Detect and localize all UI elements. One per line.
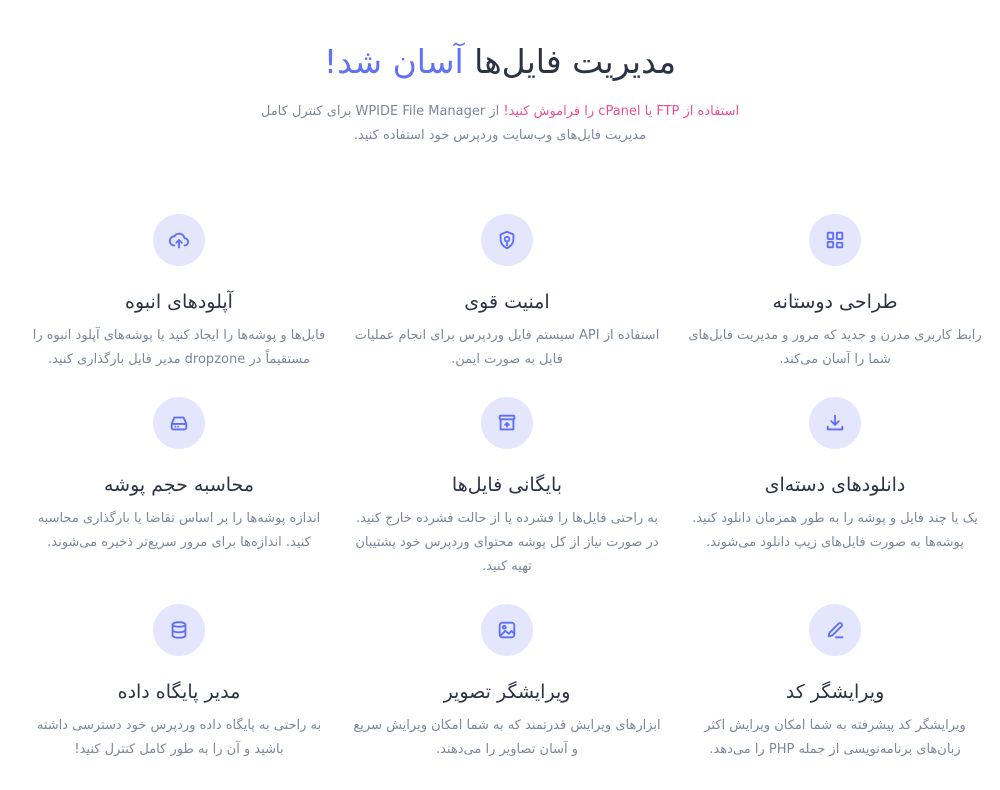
feature-description: رابط کاربری مدرن و جدید که مرور و مدیریت فایل‌های شما را آسان می‌کند. [688,328,982,367]
page-subtitle [260,100,740,148]
feature-title: امنیت قوی [464,291,550,313]
feature-strong-security [352,214,662,372]
title-main: مدیریت فایل‌ها [463,42,677,81]
title-accent: آسان شد! [323,42,464,81]
database-icon [153,604,205,656]
feature-code-editor [680,604,990,762]
feature-description: ویرایشگر کد پیشرفته به شما امکان ویرایش اکثر زبان‌های برنامه‌نویسی از جمله PHP را می‌دهد. [704,718,966,757]
page-title [0,38,1000,86]
download-icon [809,397,861,449]
feature-title: محاسبه حجم پوشه [103,474,254,496]
feature-title: مدیر پایگاه داده [117,681,241,703]
feature-image-editor [352,604,662,762]
feature-batch-downloads [680,397,990,555]
feature-title: دانلودهای دسته‌ای [764,474,906,496]
cloud-upload-icon [153,214,205,266]
image-icon [481,604,533,656]
feature-title: طراحی دوستانه [772,291,898,313]
feature-description: به راحتی به پایگاه داده وردپرس خود دسترسی داشته باشید و آن را به طور کامل کنترل کنید! [36,718,322,757]
feature-database-manager [24,604,334,762]
hero-section [0,38,1000,148]
grid-icon [809,214,861,266]
feature-description: استفاده از API سیستم فایل وردپرس برای انجام عملیات فایل به صورت ایمن. [354,328,660,367]
feature-title: ویرایشگر تصویر [443,681,571,703]
subtitle-text: از WPIDE File Manager برای کنترل کامل مدیریت فایل‌های وب‌سایت وردپرس خود استفاده کنید. [260,104,647,143]
feature-file-archive [352,397,662,579]
feature-description: یک یا چند فایل و پوشه را به طور همزمان دانلود کنید. پوشه‌ها به صورت فایل‌های زیپ دانلود می‌شوند. [692,511,978,550]
archive-icon [481,397,533,449]
feature-folder-size [24,397,334,555]
feature-title: آپلودهای انبوه [125,291,233,313]
feature-description: به راحتی فایل‌ها را فشرده یا از حالت فشرده خارج کنید. در صورت نیاز از کل پوشه محتوای وردپرس خود پشتیبان تهیه کنید. [355,511,659,574]
feature-description: ابزارهای ویرایش قدرتمند که به شما امکان ویرایش سریع و آسان تصاویر را می‌دهند. [353,718,661,757]
pencil-icon [809,604,861,656]
feature-description: فایل‌ها و پوشه‌ها را ایجاد کنید یا پوشه‌های آپلود انبوه را مستقیماً در dropzone مدیر فایل بارگذاری کنید. [32,328,326,367]
subtitle-highlight: استفاده از FTP یا cPanel را فراموش کنید! [503,104,740,119]
feature-title: ویرایشگر کد [785,681,885,703]
feature-bulk-uploads [24,214,334,372]
feature-title: بایگانی فایل‌ها [451,474,563,496]
feature-friendly-design [680,214,990,372]
hard-drive-icon [153,397,205,449]
shield-icon [481,214,533,266]
feature-description: اندازه پوشه‌ها را بر اساس تقاضا یا بارگذاری محاسبه کنید. اندازه‌ها برای مرور سریع‌تر ذخیره می‌شوند. [37,511,321,550]
